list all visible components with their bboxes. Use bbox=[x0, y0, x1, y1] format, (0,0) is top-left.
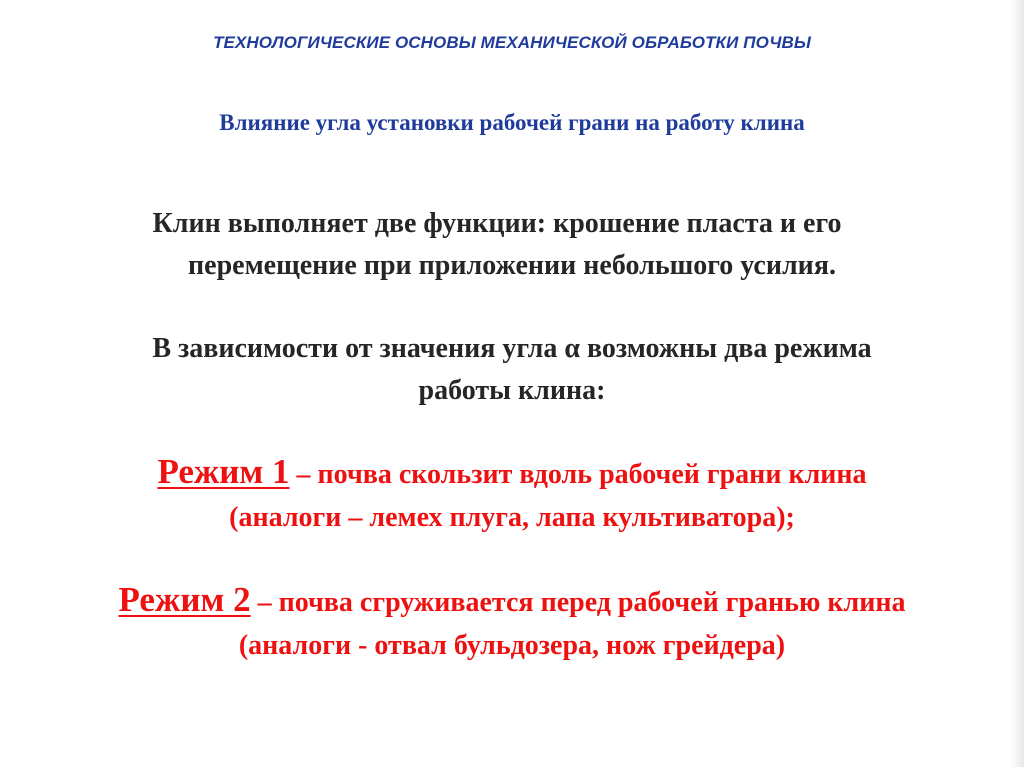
mode-1-label: Режим 1 bbox=[157, 452, 290, 491]
mode-2-description bbox=[0, 578, 1024, 625]
paragraph-modes-intro bbox=[0, 328, 1024, 412]
mode-1-text: – почва скользит вдоль рабочей грани клина bbox=[289, 459, 867, 490]
mode-2-text: – почва сгруживается перед рабочей гранью клина bbox=[250, 587, 906, 618]
paragraph-line: В зависимости от значения угла α возможны два режима bbox=[152, 333, 872, 364]
mode-2-label: Режим 2 bbox=[118, 580, 251, 619]
paragraph-line: Клин выполняет две функции: крошение пласта и его bbox=[152, 208, 842, 239]
paragraph-line: перемещение при приложении небольшого усилия. bbox=[188, 250, 836, 281]
mode-1-block bbox=[0, 450, 1024, 539]
mode-1-description bbox=[0, 450, 1024, 497]
paragraph-wedge-functions bbox=[0, 203, 1024, 287]
paragraph-line: работы клина: bbox=[418, 375, 606, 406]
slide-title: ТЕХНОЛОГИЧЕСКИЕ ОСНОВЫ МЕХАНИЧЕСКОЙ ОБРАБОТКИ ПОЧВЫ bbox=[213, 33, 811, 52]
mode-1-analogs: (аналоги – лемех плуга, лапа культиватора); bbox=[229, 502, 795, 533]
mode-2-block bbox=[0, 578, 1024, 667]
slide-subtitle: Влияние угла установки рабочей грани на работу клина bbox=[219, 110, 805, 135]
mode-2-analogs: (аналоги - отвал бульдозера, нож грейдера) bbox=[238, 630, 786, 661]
